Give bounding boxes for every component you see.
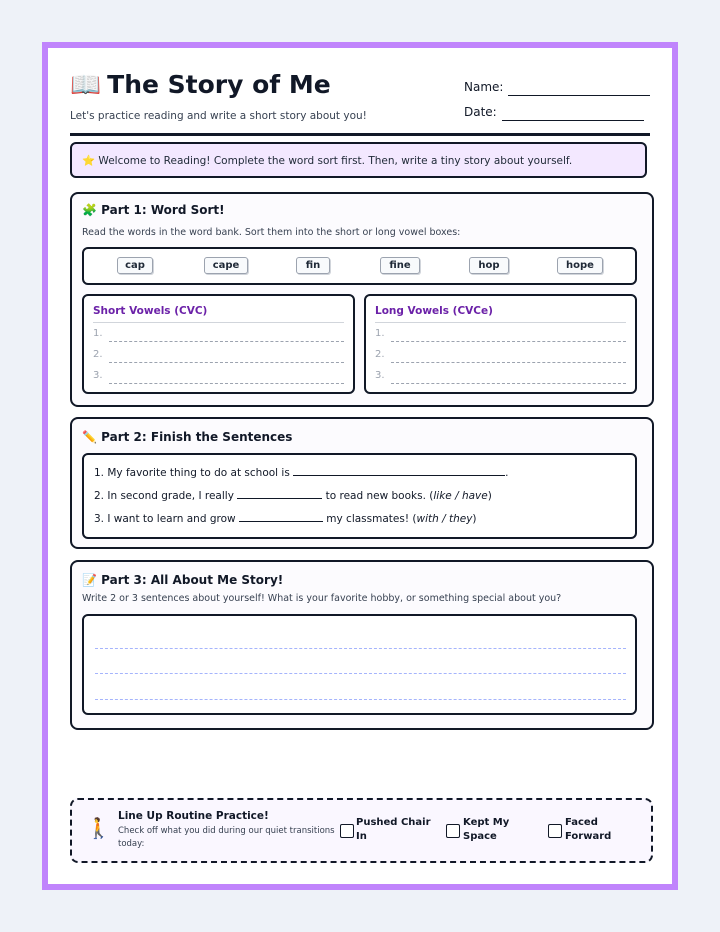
routine-title: Line Up Routine Practice! [118,810,269,822]
answer-line[interactable] [109,341,344,342]
checkbox-label [463,816,509,844]
name-field[interactable] [508,95,650,96]
sentence-text: ) [472,513,477,525]
story-writing-box[interactable] [82,614,637,715]
checkbox-label-line: Faced [565,817,598,828]
short-vowels-box [82,294,355,394]
part2-title [82,430,292,444]
welcome-text: Welcome to Reading! Complete the word sort first. Then, write a tiny story about yourself. [98,155,573,167]
sentence-text: 3. I want to learn and grow [94,513,236,525]
sentence-1 [94,465,509,479]
date-label: Date: [464,105,497,119]
word-options: like / have [433,490,488,502]
long-vowels-title: Long Vowels (CVCe) [375,305,493,317]
answer-line[interactable] [391,362,626,363]
line-number: 1. [93,328,103,339]
part3-title-text: Part 3: All About Me Story! [101,573,284,587]
routine-description [118,825,335,851]
part2-title-text: Part 2: Finish the Sentences [101,430,293,444]
checkbox-label [356,816,431,844]
sentence-text: 2. In second grade, I really [94,490,234,502]
line-number: 1. [375,328,385,339]
checkbox-label-line: Pushed Chair [356,817,431,828]
puzzle-icon: 🧩 [82,203,97,217]
sentence-2 [94,488,492,502]
page-subtitle: Let's practice reading and write a short story about you! [70,110,367,122]
word-options: with / they [416,513,473,525]
checkbox-kept-space[interactable] [446,824,460,838]
star-icon: ⭐ [82,155,96,167]
writing-line [95,648,626,649]
answer-line[interactable] [391,341,626,342]
pencil-icon: ✏️ [82,430,97,444]
word-chip[interactable]: cape [204,257,248,274]
checkbox-label-line: Space [463,831,497,842]
part3-title [82,573,283,587]
memo-icon: 📝 [82,573,97,587]
word-chip[interactable]: hop [469,257,509,274]
header-divider [70,133,650,136]
line-number: 3. [375,370,385,381]
worksheet-page [42,42,678,890]
page-title-text: The Story of Me [107,70,331,99]
sentence-text: . [505,467,509,479]
sentence-blank[interactable] [237,488,322,499]
welcome-banner [70,142,647,178]
checkbox-label-line: Kept My [463,817,510,828]
box-divider [93,322,344,323]
answer-line[interactable] [109,383,344,384]
word-bank [82,247,637,285]
sentence-text: to read new books. ( [325,490,434,502]
line-up-routine-box [70,798,653,863]
answer-line[interactable] [391,383,626,384]
routine-description-line: today: [118,839,145,849]
checkbox-label-line: Forward [565,831,612,842]
sentence-3 [94,511,477,525]
book-icon: 📖 [70,70,102,99]
part3-instructions: Write 2 or 3 sentences about yourself! What is your favorite hobby, or something special about you? [82,593,562,604]
date-field[interactable] [502,120,644,121]
sentence-text: ) [487,490,492,502]
box-divider [375,322,626,323]
word-chip[interactable]: fine [380,257,420,274]
checkbox-label-line: In [356,831,367,842]
sentence-text: my classmates! ( [326,513,417,525]
answer-line[interactable] [109,362,344,363]
checkbox-faced-forward[interactable] [548,824,562,838]
line-number: 2. [375,349,385,360]
word-chip[interactable]: cap [117,257,153,274]
sentence-text: 1. My favorite thing to do at school is [94,467,290,479]
part3-panel [70,560,654,730]
page-title [70,70,331,100]
sentence-blank[interactable] [239,511,323,522]
writing-line [95,673,626,674]
long-vowels-box [364,294,637,394]
part1-title [82,203,225,217]
checkbox-label [565,816,611,844]
writing-line [95,699,626,700]
line-number: 2. [93,349,103,360]
word-chip[interactable]: fin [296,257,330,274]
walking-person-icon: 🚶 [86,816,111,840]
sentences-box [82,453,637,539]
word-chip[interactable]: hope [557,257,603,274]
short-vowels-title: Short Vowels (CVC) [93,305,208,317]
part1-title-text: Part 1: Word Sort! [101,203,225,217]
sentence-blank[interactable] [293,465,505,476]
name-label: Name: [464,80,504,94]
routine-description-line: Check off what you did during our quiet transitions [118,826,335,836]
line-number: 3. [93,370,103,381]
part1-instructions: Read the words in the word bank. Sort them into the short or long vowel boxes: [82,227,461,238]
part1-panel [70,192,654,407]
part2-panel [70,417,654,549]
checkbox-pushed-chair[interactable] [340,824,354,838]
